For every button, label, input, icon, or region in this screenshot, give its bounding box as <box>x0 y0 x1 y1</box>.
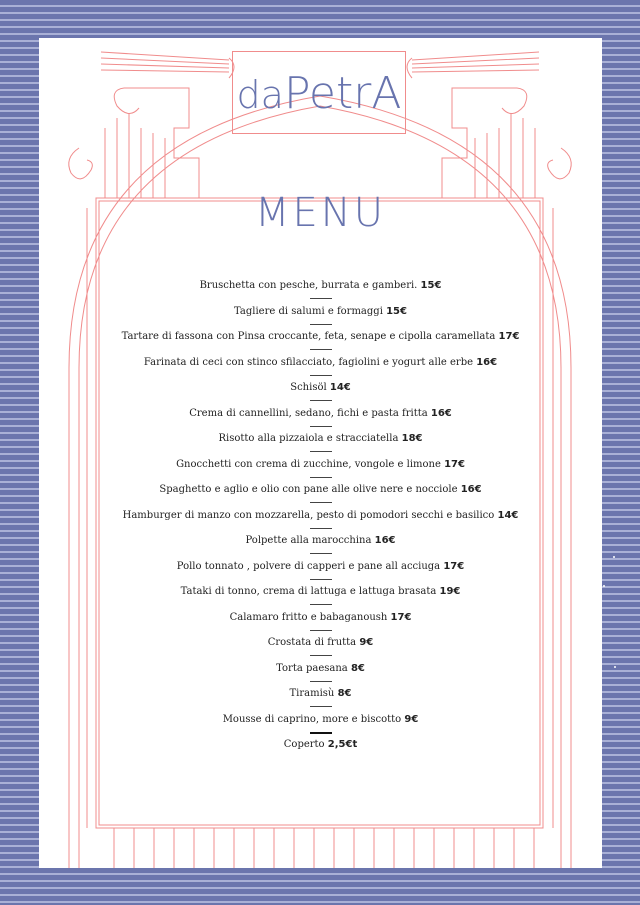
menu-item-name: Farinata di ceci con stinco sfilacciato, fagiolini e yogurt alle erbe <box>143 356 474 368</box>
menu-item-name: Pollo tonnato , polvere di capperi e pane all acciuga <box>176 560 441 572</box>
item-separator <box>310 298 332 299</box>
item-separator <box>310 502 332 503</box>
logo-part-pe: Pe <box>283 68 336 119</box>
item-separator <box>310 579 332 580</box>
menu-item-price: 14€ <box>329 382 351 393</box>
logo-part-r: r <box>353 68 372 119</box>
menu-item-name: Coperto <box>283 739 325 750</box>
menu-item-name: Tartare di fassona con Pinsa croccante, feta, senape e cipolla caramellata <box>121 331 496 342</box>
menu-item-price: 18€ <box>401 433 423 444</box>
menu-item-name: Spaghetto e aglio e olio con pane alle olive nere e nocciole <box>159 484 458 495</box>
decorative-dot <box>614 666 616 668</box>
restaurant-logo <box>233 68 405 119</box>
item-separator <box>310 604 332 605</box>
menu-item <box>109 585 532 611</box>
menu-item-price: 19€ <box>439 586 461 597</box>
menu-item-price: 16€ <box>430 407 452 419</box>
menu-item-name: Polpette alla marocchina <box>245 535 372 546</box>
menu-item <box>109 458 532 484</box>
menu-item <box>109 713 532 739</box>
item-separator <box>310 655 332 656</box>
logo-part-a: A <box>371 68 402 119</box>
menu-item-name: Torta paesana <box>276 662 348 674</box>
menu-item <box>109 636 532 662</box>
decorative-dot <box>502 435 504 437</box>
item-separator <box>310 732 332 734</box>
menu-item-price: 16€ <box>476 356 498 368</box>
menu-title: MENU <box>255 190 386 236</box>
menu-item-name: Crema di cannellini, sedano, fichi e pasta fritta <box>189 407 428 419</box>
menu-item <box>109 611 532 637</box>
menu-item-price: 8€ <box>337 688 352 699</box>
menu-item-price: 17€ <box>443 560 465 572</box>
item-separator <box>310 426 332 427</box>
item-separator <box>310 451 332 452</box>
menu-item-price: 17€ <box>498 331 520 342</box>
menu-item <box>109 279 532 305</box>
item-separator <box>310 477 332 478</box>
menu-item <box>109 560 532 586</box>
item-separator <box>310 553 332 554</box>
menu-item <box>109 509 532 535</box>
menu-item-name: Mousse di caprino, more e biscotto <box>222 713 402 725</box>
menu-item <box>109 738 532 764</box>
logo-part-t: t <box>336 68 354 119</box>
menu-list <box>109 279 532 764</box>
item-separator <box>310 681 332 682</box>
menu-item-price: 9€ <box>404 713 419 725</box>
item-separator <box>310 630 332 631</box>
menu-item-name: Gnocchetti con crema di zucchine, vongole e limone <box>176 458 441 470</box>
logo-part-da: da <box>236 73 284 117</box>
menu-item <box>109 305 532 331</box>
menu-item <box>109 687 532 713</box>
menu-item <box>109 356 532 382</box>
item-separator <box>310 375 332 376</box>
menu-sheet <box>39 38 602 868</box>
decorative-dot <box>613 556 615 558</box>
item-separator <box>310 528 332 529</box>
logo-box <box>232 51 406 134</box>
decorative-dot <box>603 585 605 587</box>
menu-item <box>109 407 532 433</box>
menu-item-name: Schisöl <box>290 382 327 393</box>
menu-item <box>109 432 532 458</box>
item-separator <box>310 706 332 707</box>
item-separator <box>310 349 332 350</box>
menu-item <box>109 534 532 560</box>
menu-item-price: 2,5€t <box>327 739 358 750</box>
menu-item-name: Bruschetta con pesche, burrata e gamberi. <box>199 280 418 291</box>
menu-item-name: Risotto alla pizzaiola e stracciatella <box>218 433 399 444</box>
menu-item-price: 8€ <box>350 662 365 674</box>
menu-item <box>109 662 532 688</box>
item-separator <box>310 400 332 401</box>
menu-item-price: 17€ <box>390 611 412 623</box>
menu-item <box>109 381 532 407</box>
menu-item <box>109 483 532 509</box>
menu-item-name: Tiramisù <box>289 688 335 699</box>
menu-item-price: 15€ <box>386 305 407 317</box>
menu-item-name: Calamaro fritto e babaganoush <box>229 611 388 623</box>
menu-item <box>109 330 532 356</box>
menu-item-price: 15€ <box>420 280 442 291</box>
menu-item-name: Tagliere di salumi e formaggi <box>234 305 383 317</box>
menu-item-price: 17€ <box>444 458 465 470</box>
menu-item-name: Tataki di tonno, crema di lattuga e lattuga brasata <box>180 586 437 597</box>
menu-item-price: 16€ <box>374 535 396 546</box>
menu-item-price: 16€ <box>460 484 482 495</box>
menu-item-price: 14€ <box>497 509 519 521</box>
menu-item-name: Hamburger di manzo con mozzarella, pesto di pomodori secchi e basilico <box>122 509 495 521</box>
menu-item-price: 9€ <box>359 637 374 648</box>
menu-item-name: Crostata di frutta <box>267 637 357 648</box>
item-separator <box>310 324 332 325</box>
